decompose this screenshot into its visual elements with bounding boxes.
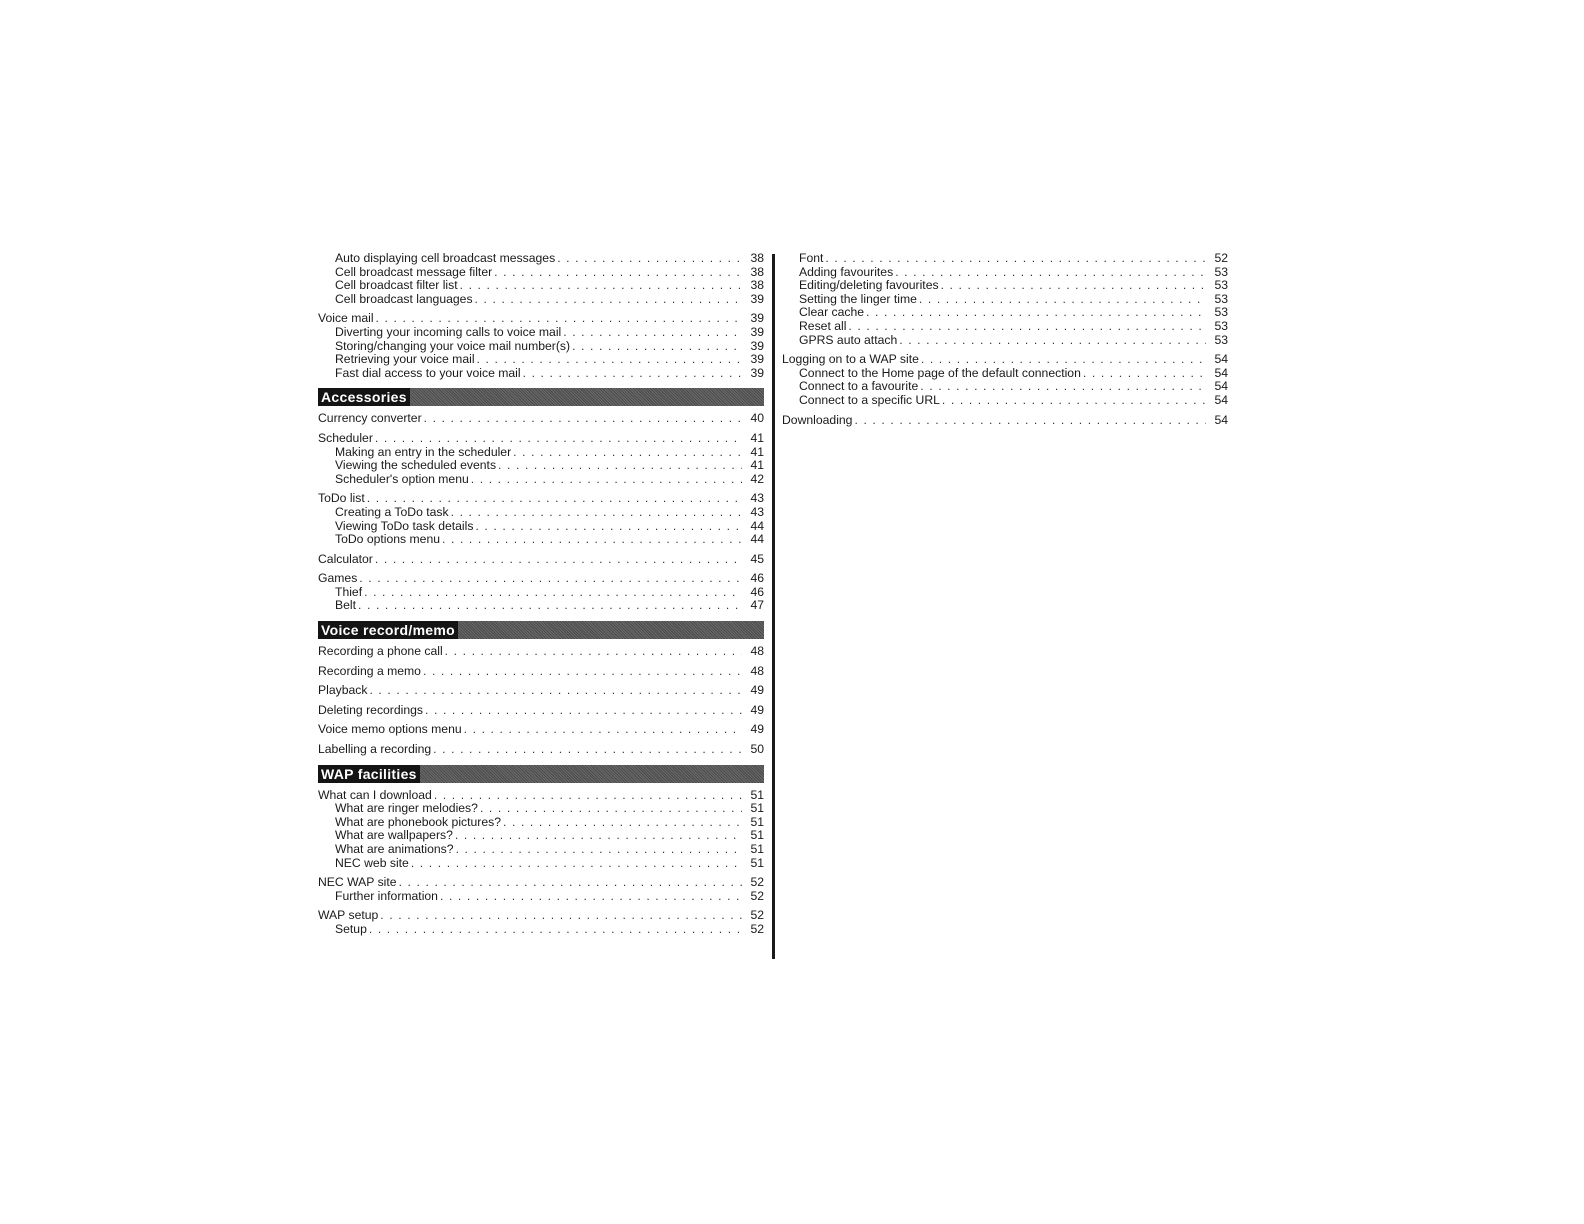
toc-group bbox=[318, 789, 764, 871]
toc-entry-page: 54 bbox=[1214, 365, 1228, 380]
dot-leader bbox=[513, 446, 742, 460]
toc-entry bbox=[782, 252, 1228, 266]
toc-group bbox=[318, 743, 764, 757]
toc-group bbox=[318, 665, 764, 679]
dot-leader bbox=[440, 890, 742, 904]
toc-entry-page: 52 bbox=[750, 908, 764, 923]
toc-entry-page: 47 bbox=[750, 598, 764, 613]
toc-entry-title: What are animations? bbox=[335, 842, 454, 856]
toc-entry-page: 52 bbox=[1214, 251, 1228, 265]
dot-leader bbox=[464, 723, 742, 737]
toc-entry bbox=[318, 704, 764, 718]
toc-entry-page: 51 bbox=[750, 801, 764, 816]
toc-entry-page: 43 bbox=[750, 491, 764, 506]
toc-entry-title: Downloading bbox=[782, 412, 853, 427]
dot-leader bbox=[920, 380, 1206, 394]
toc-entry bbox=[318, 829, 764, 843]
toc-entry-page: 53 bbox=[1214, 318, 1228, 333]
dot-leader bbox=[848, 320, 1206, 334]
toc-entry-page: 39 bbox=[750, 291, 764, 306]
toc-entry bbox=[318, 923, 764, 937]
toc-entry-title: Currency converter bbox=[318, 411, 422, 426]
toc-entry bbox=[318, 816, 764, 830]
toc-entry bbox=[318, 293, 764, 307]
toc-group bbox=[318, 432, 764, 486]
section-heading-accessories bbox=[318, 388, 764, 406]
dot-leader bbox=[456, 843, 742, 857]
toc-entry-page: 53 bbox=[1214, 291, 1228, 306]
toc-entry bbox=[318, 572, 764, 586]
dot-leader bbox=[455, 829, 742, 843]
dot-leader bbox=[423, 665, 742, 679]
toc-entry bbox=[782, 394, 1228, 408]
toc-entry-title: Storing/changing your voice mail number(s) bbox=[335, 338, 571, 353]
toc-entry-title: Games bbox=[318, 571, 358, 586]
toc-entry-page: 40 bbox=[750, 411, 764, 426]
dot-leader bbox=[451, 506, 742, 520]
toc-entry-page: 51 bbox=[750, 787, 764, 802]
dot-leader bbox=[399, 876, 742, 890]
toc-entry bbox=[318, 533, 764, 547]
toc-entry-title: Setting the linger time bbox=[799, 291, 917, 306]
toc-entry-title: Cell broadcast filter list bbox=[335, 278, 458, 293]
dot-leader bbox=[369, 684, 742, 698]
dot-leader bbox=[941, 279, 1206, 293]
toc-entry-title: GPRS auto attach bbox=[799, 332, 898, 347]
toc-entry bbox=[782, 279, 1228, 293]
dot-leader bbox=[563, 326, 742, 340]
dot-leader bbox=[367, 492, 742, 506]
toc-entry bbox=[318, 326, 764, 340]
toc-entry-title: Thief bbox=[335, 584, 363, 599]
toc-entry-title: Calculator bbox=[318, 551, 373, 566]
toc-entry-page: 39 bbox=[750, 324, 764, 339]
toc-entry-page: 43 bbox=[750, 504, 764, 519]
dot-leader bbox=[460, 279, 742, 293]
dot-leader bbox=[921, 353, 1206, 367]
toc-entry-page: 44 bbox=[750, 532, 764, 547]
toc-entry-page: 41 bbox=[750, 444, 764, 459]
toc-entry-title: Deleting recordings bbox=[318, 702, 424, 717]
toc-group bbox=[318, 553, 764, 567]
dot-leader bbox=[445, 645, 742, 659]
toc-entry bbox=[782, 266, 1228, 280]
toc-entry-page: 38 bbox=[750, 278, 764, 293]
toc-entry bbox=[318, 473, 764, 487]
toc-entry bbox=[318, 876, 764, 890]
dot-leader bbox=[498, 459, 742, 473]
toc-entry-title: What can I download bbox=[318, 787, 432, 802]
toc-entry-title: Auto displaying cell broadcast messages bbox=[335, 251, 556, 265]
toc-entry-page: 39 bbox=[750, 352, 764, 367]
dot-leader bbox=[434, 789, 742, 803]
toc-entry-page: 39 bbox=[750, 311, 764, 326]
toc-entry-title: Reset all bbox=[799, 318, 847, 333]
toc-entry-page: 38 bbox=[750, 251, 764, 265]
toc-entry bbox=[782, 334, 1228, 348]
toc-entry-page: 52 bbox=[750, 875, 764, 890]
toc-entry-page: 49 bbox=[750, 702, 764, 717]
dot-leader bbox=[475, 520, 742, 534]
toc-left-column bbox=[318, 252, 764, 943]
toc-entry bbox=[318, 684, 764, 698]
toc-entry-title: What are wallpapers? bbox=[335, 828, 453, 843]
toc-entry-title: Playback bbox=[318, 683, 368, 698]
toc-entry-page: 48 bbox=[750, 644, 764, 659]
toc-entry bbox=[318, 789, 764, 803]
toc-entry bbox=[782, 320, 1228, 334]
toc-entry-title: Setup bbox=[335, 921, 367, 936]
toc-entry bbox=[318, 665, 764, 679]
toc-group bbox=[318, 723, 764, 737]
toc-entry bbox=[318, 412, 764, 426]
toc-group bbox=[318, 876, 764, 903]
toc-entry-title: Fast dial access to your voice mail bbox=[335, 365, 521, 380]
dot-leader bbox=[375, 432, 742, 446]
toc-entry-title: Voice memo options menu bbox=[318, 722, 462, 737]
toc-entry-title: Cell broadcast languages bbox=[335, 291, 473, 306]
toc-group bbox=[318, 645, 764, 659]
toc-entry-page: 44 bbox=[750, 518, 764, 533]
toc-entry bbox=[318, 367, 764, 381]
dot-leader bbox=[919, 293, 1206, 307]
toc-entry-title: Scheduler bbox=[318, 430, 373, 445]
dot-leader bbox=[375, 553, 742, 567]
dot-leader bbox=[523, 367, 742, 381]
toc-entry-page: 39 bbox=[750, 365, 764, 380]
toc-right-column bbox=[782, 252, 1228, 433]
section-heading-voice-record bbox=[318, 621, 764, 639]
toc-entry-page: 46 bbox=[750, 584, 764, 599]
toc-entry bbox=[318, 909, 764, 923]
toc-entry-title: What are ringer melodies? bbox=[335, 801, 478, 816]
toc-entry bbox=[782, 353, 1228, 367]
toc-entry bbox=[782, 414, 1228, 428]
dot-leader bbox=[503, 816, 742, 830]
toc-entry bbox=[318, 743, 764, 757]
toc-entry-page: 51 bbox=[750, 855, 764, 870]
toc-group bbox=[782, 252, 1228, 347]
toc-entry bbox=[318, 266, 764, 280]
toc-entry bbox=[318, 553, 764, 567]
toc-entry bbox=[318, 723, 764, 737]
dot-leader bbox=[572, 340, 742, 354]
toc-entry-page: 54 bbox=[1214, 352, 1228, 367]
section-heading-label: Accessories bbox=[318, 388, 410, 406]
toc-entry bbox=[318, 312, 764, 326]
toc-entry-title: Connect to the Home page of the default connection bbox=[799, 365, 1081, 380]
toc-entry bbox=[318, 802, 764, 816]
dot-leader bbox=[424, 412, 742, 426]
toc-entry bbox=[318, 843, 764, 857]
toc-entry-page: 52 bbox=[750, 888, 764, 903]
toc-entry-page: 48 bbox=[750, 663, 764, 678]
dot-leader bbox=[364, 586, 742, 600]
toc-entry bbox=[318, 252, 764, 266]
toc-entry-title: Viewing the scheduled events bbox=[335, 458, 497, 473]
toc-entry-title: Making an entry in the scheduler bbox=[335, 444, 512, 459]
toc-group bbox=[782, 414, 1228, 428]
dot-leader bbox=[433, 743, 742, 757]
toc-entry-page: 53 bbox=[1214, 278, 1228, 293]
dot-leader bbox=[895, 266, 1206, 280]
toc-entry-page: 53 bbox=[1214, 305, 1228, 320]
toc-entry bbox=[318, 599, 764, 613]
section-heading-label: Voice record/memo bbox=[318, 621, 458, 639]
toc-entry-page: 51 bbox=[750, 842, 764, 856]
dot-leader bbox=[1083, 367, 1206, 381]
toc-entry-page: 51 bbox=[750, 814, 764, 829]
toc-entry-title: Connect to a favourite bbox=[799, 379, 919, 394]
toc-entry-title: Labelling a recording bbox=[318, 742, 432, 757]
toc-entry bbox=[318, 432, 764, 446]
dot-leader bbox=[899, 334, 1206, 348]
dot-leader bbox=[480, 802, 742, 816]
toc-entry bbox=[782, 306, 1228, 320]
toc-entry-title: What are phonebook pictures? bbox=[335, 814, 501, 829]
section-heading-label: WAP facilities bbox=[318, 765, 420, 783]
dot-leader bbox=[866, 306, 1206, 320]
toc-entry-page: 53 bbox=[1214, 332, 1228, 347]
toc-group bbox=[782, 353, 1228, 407]
toc-entry-title: Recording a memo bbox=[318, 663, 421, 678]
toc-entry-page: 41 bbox=[750, 430, 764, 445]
toc-entry bbox=[318, 586, 764, 600]
toc-entry-title: NEC web site bbox=[335, 855, 409, 870]
toc-group bbox=[318, 684, 764, 698]
dot-leader bbox=[411, 857, 742, 871]
toc-entry-title: Recording a phone call bbox=[318, 644, 443, 659]
toc-entry bbox=[318, 340, 764, 354]
dot-leader bbox=[494, 266, 742, 280]
toc-entry-title: WAP setup bbox=[318, 908, 379, 923]
dot-leader bbox=[854, 414, 1206, 428]
dot-leader bbox=[477, 353, 742, 367]
dot-leader bbox=[359, 572, 742, 586]
toc-entry bbox=[318, 492, 764, 506]
toc-entry-title: Diverting your incoming calls to voice mail bbox=[335, 324, 562, 339]
toc-group bbox=[318, 704, 764, 718]
toc-group bbox=[318, 412, 764, 426]
toc-entry bbox=[318, 353, 764, 367]
dot-leader bbox=[442, 533, 742, 547]
toc-entry-title: NEC WAP site bbox=[318, 875, 397, 890]
section-heading-wap bbox=[318, 765, 764, 783]
dot-leader bbox=[376, 312, 742, 326]
dot-leader bbox=[471, 473, 742, 487]
toc-group bbox=[318, 492, 764, 546]
dot-leader bbox=[425, 704, 742, 718]
toc-entry-page: 50 bbox=[750, 742, 764, 757]
toc-entry-title: Adding favourites bbox=[799, 264, 894, 279]
toc-entry bbox=[318, 857, 764, 871]
toc-group bbox=[318, 312, 764, 380]
toc-entry-page: 54 bbox=[1214, 379, 1228, 394]
toc-entry-title: Connect to a specific URL bbox=[799, 392, 940, 407]
toc-entry-title: Scheduler's option menu bbox=[335, 471, 469, 486]
toc-entry-page: 51 bbox=[750, 828, 764, 843]
toc-entry-page: 52 bbox=[750, 921, 764, 936]
dot-leader bbox=[557, 252, 742, 266]
toc-entry-title: Cell broadcast message filter bbox=[335, 264, 493, 279]
dot-leader bbox=[825, 252, 1206, 266]
toc-entry bbox=[782, 380, 1228, 394]
dot-leader bbox=[942, 394, 1206, 408]
toc-entry bbox=[318, 279, 764, 293]
toc-group bbox=[318, 909, 764, 936]
toc-entry-title: Belt bbox=[335, 598, 357, 613]
toc-entry-title: Creating a ToDo task bbox=[335, 504, 449, 519]
dot-leader bbox=[380, 909, 742, 923]
toc-entry-title: Voice mail bbox=[318, 311, 374, 326]
toc-entry bbox=[782, 367, 1228, 381]
toc-entry-page: 53 bbox=[1214, 264, 1228, 279]
toc-entry-title: Viewing ToDo task details bbox=[335, 518, 474, 533]
toc-group bbox=[318, 572, 764, 613]
toc-entry-title: Logging on to a WAP site bbox=[782, 352, 919, 367]
toc-entry-page: 46 bbox=[750, 571, 764, 586]
column-divider bbox=[772, 254, 775, 959]
toc-entry-title: ToDo list bbox=[318, 491, 365, 506]
toc-entry-title: Editing/deleting favourites bbox=[799, 278, 939, 293]
toc-entry-page: 49 bbox=[750, 722, 764, 737]
toc-entry bbox=[782, 293, 1228, 307]
toc-entry bbox=[318, 520, 764, 534]
toc-entry-page: 54 bbox=[1214, 412, 1228, 427]
dot-leader bbox=[475, 293, 742, 307]
toc-entry bbox=[318, 459, 764, 473]
toc-entry-title: Retrieving your voice mail bbox=[335, 352, 475, 367]
toc-entry-page: 38 bbox=[750, 264, 764, 279]
toc-entry-title: Font bbox=[799, 251, 824, 265]
dot-leader bbox=[358, 599, 742, 613]
toc-entry-title: Further information bbox=[335, 888, 438, 903]
toc-entry bbox=[318, 890, 764, 904]
toc-entry bbox=[318, 645, 764, 659]
toc-entry-page: 45 bbox=[750, 551, 764, 566]
dot-leader bbox=[369, 923, 742, 937]
toc-entry-page: 49 bbox=[750, 683, 764, 698]
toc-group bbox=[318, 252, 764, 306]
toc-entry-title: Clear cache bbox=[799, 305, 865, 320]
toc-entry bbox=[318, 446, 764, 460]
toc-entry bbox=[318, 506, 764, 520]
toc-entry-page: 42 bbox=[750, 471, 764, 486]
toc-entry-page: 39 bbox=[750, 338, 764, 353]
toc-entry-page: 54 bbox=[1214, 392, 1228, 407]
toc-entry-title: ToDo options menu bbox=[335, 532, 441, 547]
toc-entry-page: 41 bbox=[750, 458, 764, 473]
